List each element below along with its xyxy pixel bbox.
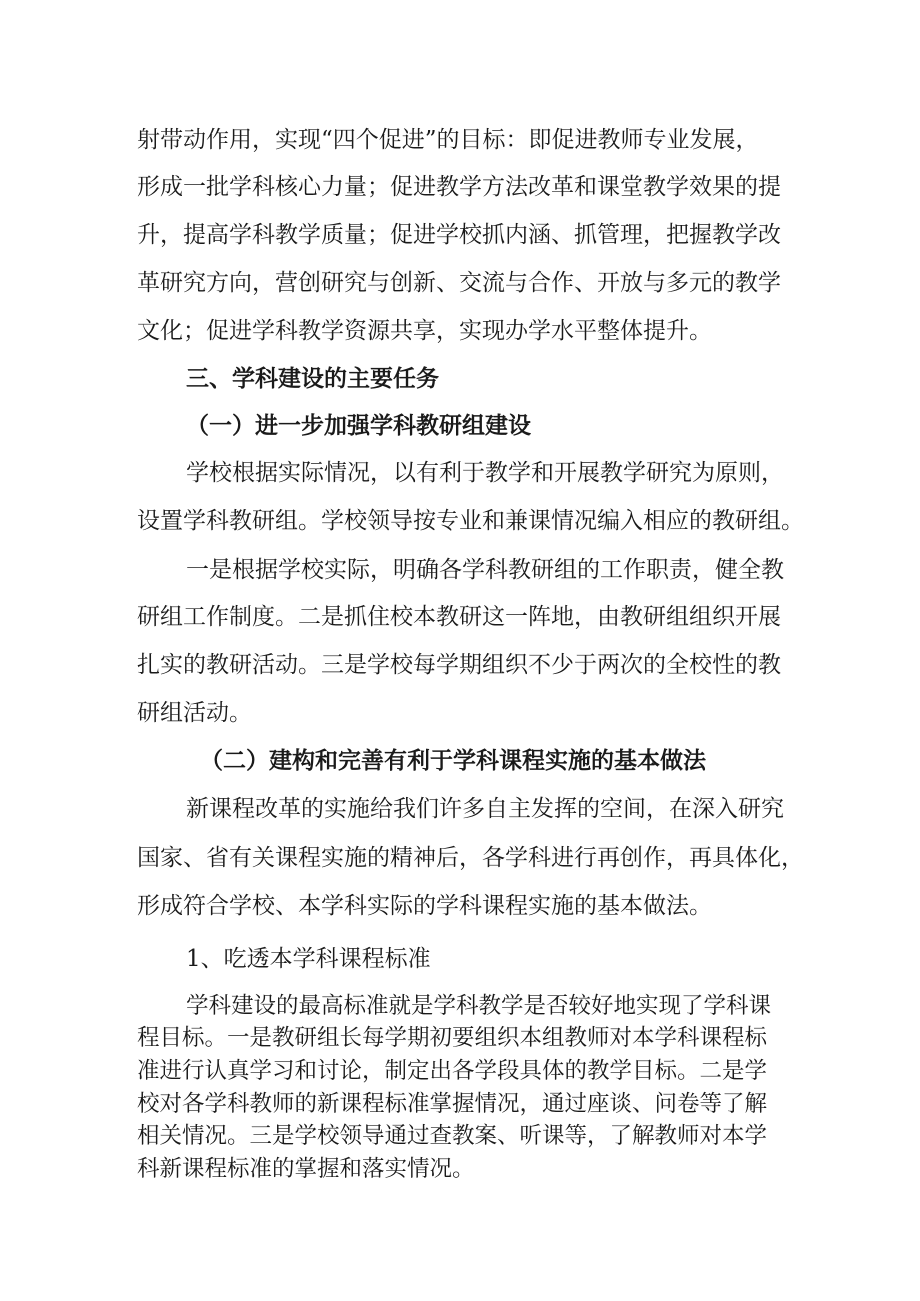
text-line: 国家、省有关课程实施的精神后，各学科进行再创作，再具体化， xyxy=(137,845,804,871)
text-line: 文化；促进学科教学资源共享，实现办学水平整体提升。 xyxy=(137,318,712,344)
text-line: 研组活动。 xyxy=(137,700,252,726)
section-heading: 三、学科建设的主要任务 xyxy=(186,365,439,392)
subsection-heading-2: （二）建构和完善有利于学科课程实施的基本做法 xyxy=(200,747,706,774)
text-line: 一是根据学校实际，明确各学科教研组的工作职责，健全教 xyxy=(186,557,784,583)
text-line: 形成一批学科核心力量；促进教学方法改革和课堂教学效果的提 xyxy=(137,174,781,200)
text-line: 准进行认真学习和讨论，制定出各学段具体的教学目标。二是学 xyxy=(137,1058,768,1084)
text-line: 校对各学科教师的新课程标准掌握情况，通过座谈、问卷等了解 xyxy=(137,1091,768,1117)
text-line: 相关情况。三是学校领导通过查教案、听课等，了解教师对本学 xyxy=(137,1123,768,1149)
text-line: 学科建设的最高标准就是学科教学是否较好地实现了学科课 xyxy=(186,993,772,1019)
text-line: 程目标。一是教研组长每学期初要组织本组教师对本学科课程标 xyxy=(137,1025,768,1051)
text-line: 学校根据实际情况，以有利于教学和开展教学研究为原则， xyxy=(186,460,784,486)
text-line: 射带动作用，实现“四个促进”的目标：即促进教师专业发展， xyxy=(137,127,759,153)
text-line: 扎实的教研活动。三是学校每学期组织不少于两次的全校性的教 xyxy=(137,652,781,678)
text-line: 形成符合学校、本学科实际的学科课程实施的基本做法。 xyxy=(137,893,712,919)
text-line: 升，提高学科教学质量；促进学校抓内涵、抓管理，把握教学改 xyxy=(137,222,781,248)
text-line: 科新课程标准的掌握和落实情况。 xyxy=(137,1156,475,1182)
text-line: 设置学科教研组。学校领导按专业和兼课情况编入相应的教研组。 xyxy=(137,508,804,534)
text-line: 新课程改革的实施给我们许多自主发挥的空间，在深入研究 xyxy=(186,796,784,822)
item-heading-1: 1、吃透本学科课程标准 xyxy=(186,946,431,972)
text-line: 研组工作制度。二是抓住校本教研这一阵地，由教研组组织开展 xyxy=(137,604,781,630)
subsection-heading-1: （一）进一步加强学科教研组建设 xyxy=(186,412,531,439)
text-line: 革研究方向，营创研究与创新、交流与合作、开放与多元的教学 xyxy=(137,270,781,296)
